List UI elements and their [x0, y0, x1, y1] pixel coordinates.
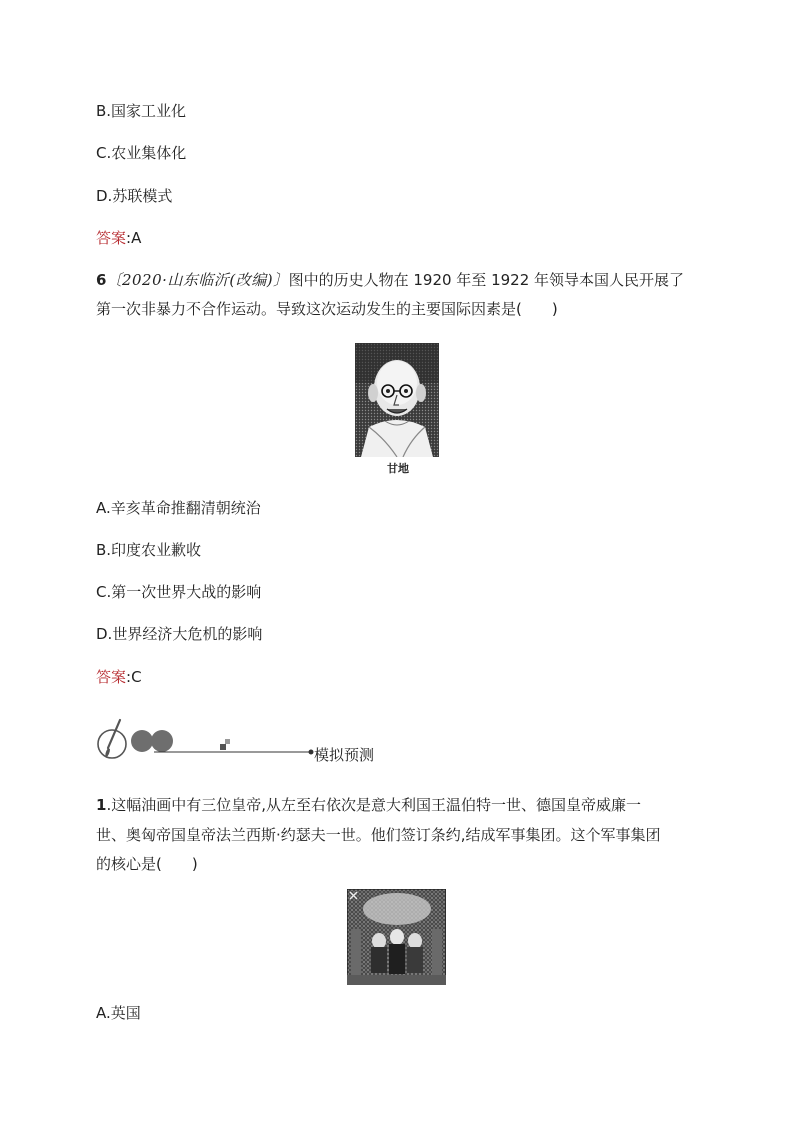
answer-line [96, 667, 142, 687]
decor-dot-1 [131, 730, 153, 752]
option-d: D.世界经济大危机的影响 [96, 625, 263, 643]
figure-caption: 甘地 [387, 462, 409, 475]
question-1-stem-line2: 世、奥匈帝国皇帝法兰西斯·约瑟夫一世。他们签订条约,结成军事集团。这个军事集团 [96, 826, 661, 844]
answer-label: 答案 [96, 668, 127, 686]
gandhi-portrait [355, 343, 439, 457]
section-title: 模拟预测 [314, 746, 375, 764]
option-d: D.苏联模式 [96, 187, 173, 205]
question-source: 〔2020·山东临沂(改编)〕 [106, 271, 289, 289]
question-1-stem-line3: 的核心是( ) [96, 855, 198, 873]
option-c: C.第一次世界大战的影响 [96, 583, 262, 601]
question-number: 1 [96, 796, 107, 814]
option-b: B.印度农业歉收 [96, 541, 202, 559]
decor-dot-2 [151, 730, 173, 752]
question-6-stem-line1 [96, 270, 684, 290]
option-b: B.国家工业化 [96, 102, 187, 120]
answer-line [96, 228, 141, 248]
question-stem-text: 图中的历史人物在 1920 年至 1922 年领导本国人民开展了 [288, 271, 685, 289]
question-6-stem-line2: 第一次非暴力不合作运动。导致这次运动发生的主要国际因素是( ) [96, 300, 558, 318]
brush-icon [98, 730, 126, 758]
section-banner [94, 718, 514, 766]
question-stem-text: .这幅油画中有三位皇帝,从左至右依次是意大利国王温伯特一世、德国皇帝威廉一 [106, 796, 641, 814]
answer-label: 答案 [96, 229, 127, 247]
option-c: C.农业集体化 [96, 144, 187, 162]
question-number: 6 [96, 271, 107, 289]
option-a: A.辛亥革命推翻清朝统治 [96, 499, 261, 517]
emperors-painting [347, 889, 446, 985]
answer-value: :C [126, 668, 142, 686]
answer-value: :A [126, 229, 142, 247]
question-1-stem-line1 [96, 795, 641, 815]
option-a: A.英国 [96, 1004, 141, 1022]
